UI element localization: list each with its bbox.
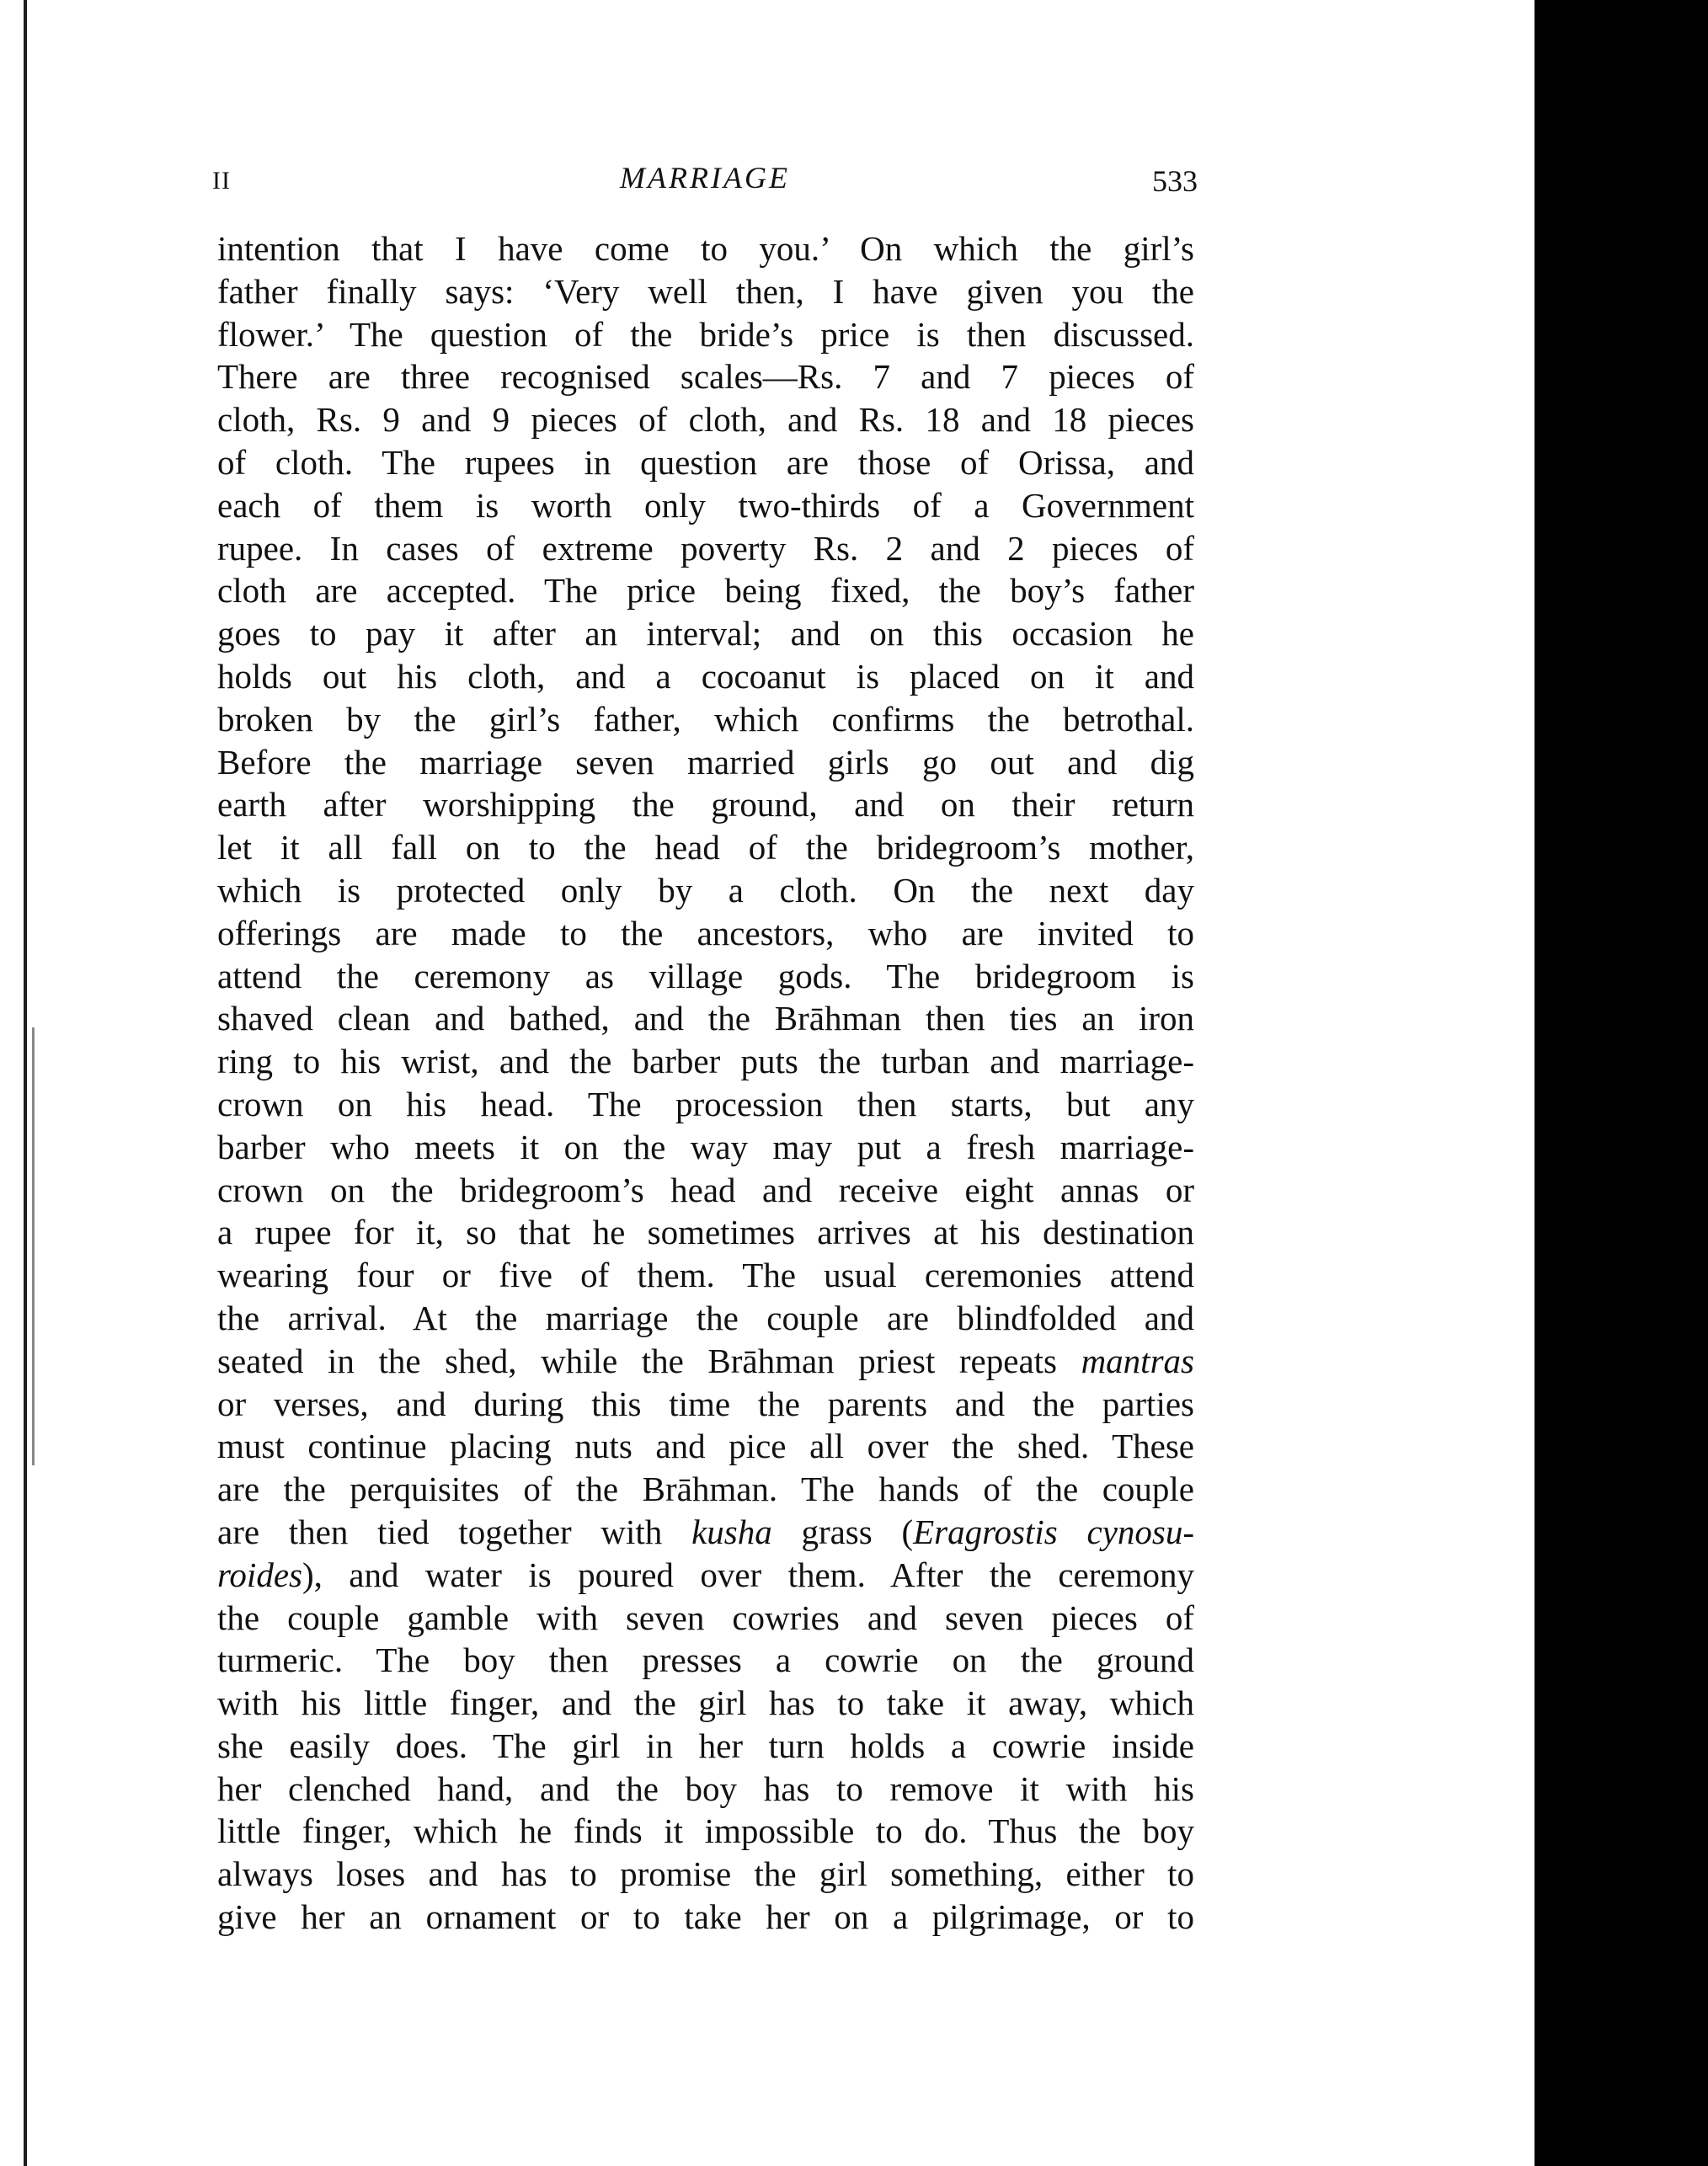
text-line: the arrival. At the marriage the couple are blindfolded and (217, 1298, 1194, 1337)
text-line: turmeric. The boy then presses a cowrie on the ground (217, 1641, 1194, 1680)
text-line: always loses and has to promise the girl something, either to (217, 1854, 1194, 1894)
text-segment: seated in the shed, while the Brāhman priest repeats (217, 1341, 1081, 1380)
text-line: let it all fall on to the head of the bridegroom’s mother, (217, 828, 1194, 867)
text-line (217, 1511, 1194, 1554)
text-line: shaved clean and bathed, and the Brāhman then ties an iron (217, 999, 1194, 1038)
text-line: broken by the girl’s father, which confirms the betrothal. (217, 699, 1194, 739)
text-line: with his little finger, and the girl has to take it away, which (217, 1683, 1194, 1723)
text-line: holds out his cloth, and a cocoanut is placed on it and (217, 656, 1194, 696)
scan-edge-right (1535, 0, 1708, 2166)
page-number: 533 (1152, 164, 1198, 198)
text-line: the couple gamble with seven cowries and seven pieces of (217, 1598, 1194, 1637)
text-line: father finally says: ‘Very well then, I have given you the (217, 271, 1194, 311)
text-line: cloth are accepted. The price being fixed, the boy’s father (217, 571, 1194, 611)
scan-edge-left-shadow (32, 1027, 35, 1465)
italic-term: mantras (1081, 1341, 1194, 1380)
text-line: barber who meets it on the way may put a fresh marriage- (217, 1127, 1194, 1166)
text-line (217, 1554, 1194, 1597)
text-line: attend the ceremony as village gods. The bridegroom is (217, 956, 1194, 995)
scan-edge-left (24, 0, 27, 2166)
text-line: goes to pay it after an interval; and on this occasion he (217, 614, 1194, 654)
text-segment: grass ( (771, 1512, 914, 1551)
text-line: offerings are made to the ancestors, who are invited to (217, 913, 1194, 952)
text-line: wearing four or five of them. The usual ceremonies attend (217, 1256, 1194, 1295)
text-line: each of them is worth only two-thirds of a Government (217, 485, 1194, 525)
text-line: must continue placing nuts and pice all over the shed. These (217, 1427, 1194, 1466)
text-line: or verses, and during this time the parents and the parties (217, 1384, 1194, 1423)
text-line: cloth, Rs. 9 and 9 pieces of cloth, and Rs. 18 and 18 pieces (217, 400, 1194, 440)
text-line: give her an ornament or to take her on a pilgrimage, or to (217, 1897, 1194, 1937)
text-line: intention that I have come to you.’ On which the girl’s (217, 229, 1194, 268)
text-line: little finger, which he finds it impossible to do. Thus the boy (217, 1811, 1194, 1851)
running-head (212, 160, 1198, 207)
text-line: her clenched hand, and the boy has to remove it with his (217, 1769, 1194, 1808)
text-line: Before the marriage seven married girls go out and dig (217, 742, 1194, 782)
chapter-number: II (212, 167, 231, 195)
text-line (217, 1340, 1194, 1383)
text-line: rupee. In cases of extreme poverty Rs. 2 and 2 pieces of (217, 528, 1194, 568)
text-line: of cloth. The rupees in question are those of Orissa, and (217, 442, 1194, 482)
running-title: MARRIAGE (620, 161, 790, 195)
text-line: earth after worshipping the ground, and on their return (217, 785, 1194, 824)
text-segment: are then tied together with (217, 1512, 692, 1551)
text-segment: ), and water is poured over them. After the ceremony (302, 1555, 1194, 1594)
body-text (217, 227, 1194, 1939)
italic-term: roides (217, 1555, 302, 1594)
italic-term: kusha (691, 1512, 772, 1551)
text-line: a rupee for it, so that he sometimes arrives at his destination (217, 1213, 1194, 1252)
text-line: are the perquisites of the Brāhman. The hands of the couple (217, 1470, 1194, 1509)
text-line: crown on the bridegroom’s head and receive eight annas or (217, 1170, 1194, 1209)
text-line: crown on his head. The procession then starts, but any (217, 1084, 1194, 1123)
text-line: ring to his wrist, and the barber puts the turban and marriage- (217, 1042, 1194, 1081)
text-line: flower.’ The question of the bride’s price is then discussed. (217, 314, 1194, 354)
italic-term: Eragrostis cynosu- (913, 1512, 1194, 1551)
text-line: she easily does. The girl in her turn holds a cowrie inside (217, 1726, 1194, 1765)
text-line: which is protected only by a cloth. On the next day (217, 870, 1194, 910)
text-line: There are three recognised scales—Rs. 7 and 7 pieces of (217, 357, 1194, 397)
